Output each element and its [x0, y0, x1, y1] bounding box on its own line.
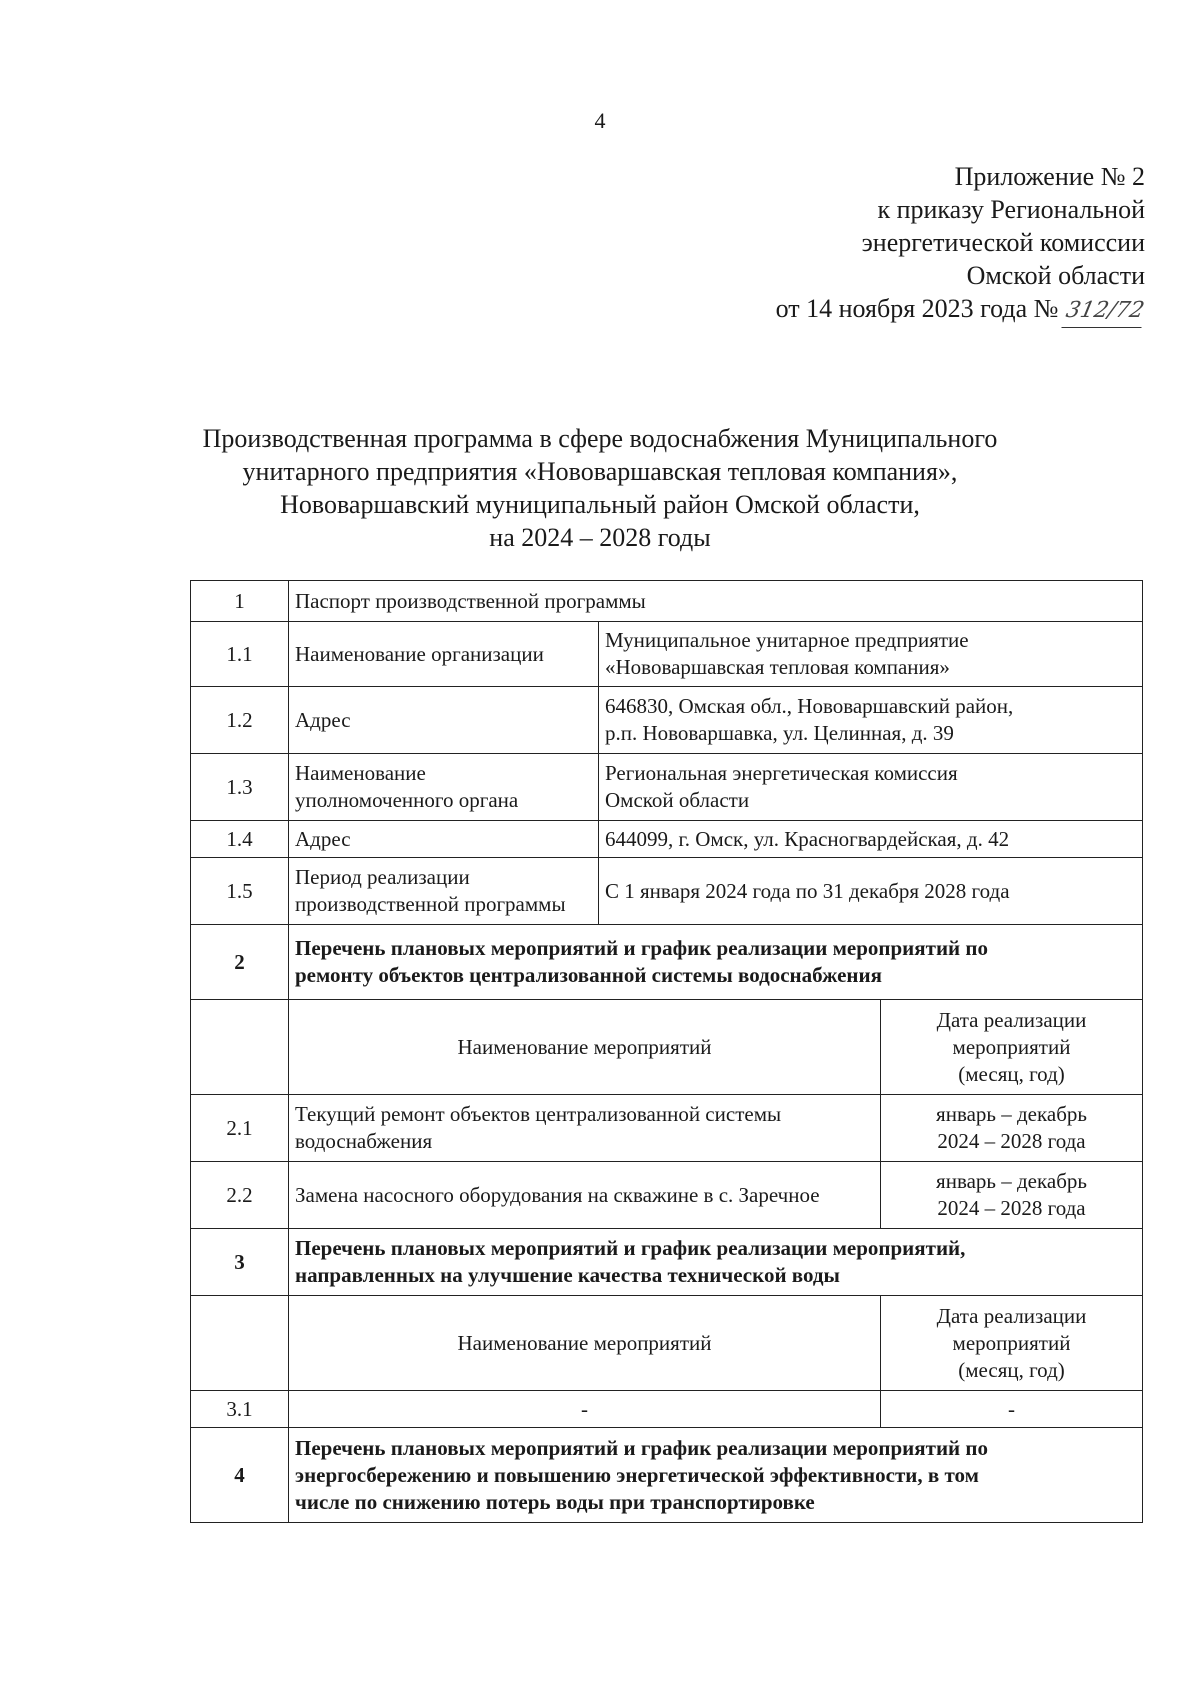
- row-label-line: производственной программы: [295, 892, 566, 916]
- column-header-line: мероприятий: [952, 1330, 1071, 1355]
- appendix-title: Приложение № 2: [954, 162, 1145, 191]
- measure-name: Замена насосного оборудования на скважине в с. Заречное: [289, 1162, 881, 1229]
- row-value: С 1 января 2024 года по 31 декабря 2028 года: [599, 858, 1143, 925]
- row-value-line: Омской области: [605, 788, 750, 812]
- empty-cell: [191, 1000, 289, 1095]
- row-label: [289, 754, 599, 821]
- row-label-line: уполномоченного органа: [295, 788, 519, 812]
- section-title-line: числе по снижению потерь воды при транспортировке: [295, 1489, 815, 1514]
- measure-name: -: [289, 1391, 881, 1428]
- column-header-name: Наименование мероприятий: [289, 1296, 881, 1391]
- row-number: 1.3: [191, 754, 289, 821]
- table-row: [191, 1162, 1143, 1229]
- measure-date-line: январь – декабрь: [936, 1102, 1087, 1126]
- row-label: Наименование организации: [289, 622, 599, 687]
- row-value: [599, 622, 1143, 687]
- row-label: Адрес: [289, 821, 599, 858]
- section-title-line: энергосбережению и повышению энергетической эффективности, в том: [295, 1462, 979, 1487]
- table-row: [191, 821, 1143, 858]
- row-label-line: Наименование: [295, 761, 426, 785]
- column-header-date: [881, 1296, 1143, 1391]
- appendix-date-line: [776, 292, 1145, 328]
- column-header-line: Дата реализации: [936, 1303, 1087, 1328]
- row-value: [599, 754, 1143, 821]
- appendix-header: [776, 160, 1145, 328]
- row-number: 1.2: [191, 687, 289, 754]
- appendix-region: Омской области: [966, 261, 1145, 290]
- program-table: [190, 580, 1143, 1523]
- row-value-line: Региональная энергетическая комиссия: [605, 761, 958, 785]
- section-title: Паспорт производственной программы: [289, 581, 1143, 622]
- column-header-line: мероприятий: [952, 1034, 1071, 1059]
- title-line-3: Нововаршавский муниципальный район Омской области,: [280, 490, 920, 519]
- table-row: [191, 754, 1143, 821]
- title-line-4: на 2024 – 2028 годы: [489, 523, 711, 552]
- table-header-row: [191, 1296, 1143, 1391]
- title-line-1: Производственная программа в сфере водоснабжения Муниципального: [202, 424, 998, 453]
- column-header-line: (месяц, год): [958, 1061, 1065, 1086]
- measure-date: [881, 1162, 1143, 1229]
- section-number: 4: [191, 1428, 289, 1523]
- measure-date-line: 2024 – 2028 года: [937, 1196, 1086, 1220]
- row-label: Адрес: [289, 687, 599, 754]
- measure-name-line: Текущий ремонт объектов централизованной системы: [295, 1102, 782, 1126]
- row-value-line: Муниципальное унитарное предприятие: [605, 628, 969, 652]
- measure-date: [881, 1095, 1143, 1162]
- measure-date-line: январь – декабрь: [936, 1169, 1087, 1193]
- appendix-order-ref: к приказу Региональной: [877, 195, 1145, 224]
- page-number: 4: [594, 108, 606, 133]
- section-title-line: ремонту объектов централизованной системы водоснабжения: [295, 963, 882, 987]
- column-header-line: (месяц, год): [958, 1357, 1065, 1382]
- title-line-2: унитарного предприятия «Нововаршавская тепловая компания»,: [242, 457, 958, 486]
- table-row: [191, 581, 1143, 622]
- table-row: [191, 1095, 1143, 1162]
- section-number: 3: [191, 1229, 289, 1296]
- row-number: 2.1: [191, 1095, 289, 1162]
- row-value-line: р.п. Нововаршавка, ул. Целинная, д. 39: [605, 721, 954, 745]
- table-row: [191, 925, 1143, 1000]
- table-row: [191, 1428, 1143, 1523]
- row-number: 3.1: [191, 1391, 289, 1428]
- row-number: 1.4: [191, 821, 289, 858]
- row-value-line: 646830, Омская обл., Нововаршавский район,: [605, 694, 1014, 718]
- appendix-commission: энергетической комиссии: [861, 228, 1145, 257]
- section-title-line: направленных на улучшение качества технической воды: [295, 1263, 840, 1287]
- section-title-line: Перечень плановых мероприятий и график реализации мероприятий,: [295, 1236, 966, 1260]
- row-number: 2.2: [191, 1162, 289, 1229]
- order-date: от 14 ноября 2023 года №: [775, 294, 1059, 323]
- table-row: [191, 858, 1143, 925]
- measure-date: -: [881, 1391, 1143, 1428]
- table-row: [191, 622, 1143, 687]
- row-label-line: Период реализации: [295, 865, 470, 889]
- measure-date-line: 2024 – 2028 года: [937, 1129, 1086, 1153]
- row-number: 1.1: [191, 622, 289, 687]
- row-number: 1: [191, 581, 289, 622]
- column-header-date: [881, 1000, 1143, 1095]
- empty-cell: [191, 1296, 289, 1391]
- row-value-line: «Нововаршавская тепловая компания»: [605, 655, 950, 679]
- column-header-name: Наименование мероприятий: [289, 1000, 881, 1095]
- section-title: [289, 1428, 1143, 1523]
- section-title: [289, 1229, 1143, 1296]
- row-number: 1.5: [191, 858, 289, 925]
- row-value: [599, 687, 1143, 754]
- handwritten-order-number: 312/72: [1061, 294, 1148, 328]
- table-row: [191, 1391, 1143, 1428]
- measure-name-line: водоснабжения: [295, 1129, 433, 1153]
- section-title: [289, 925, 1143, 1000]
- row-value: 644099, г. Омск, ул. Красногвардейская, д. 42: [599, 821, 1143, 858]
- section-title-line: Перечень плановых мероприятий и график реализации мероприятий по: [295, 936, 989, 960]
- measure-name: [289, 1095, 881, 1162]
- document-title: [0, 422, 1200, 554]
- table-row: [191, 1229, 1143, 1296]
- table-row: [191, 687, 1143, 754]
- column-header-line: Дата реализации: [936, 1007, 1087, 1032]
- table-header-row: [191, 1000, 1143, 1095]
- row-label: [289, 858, 599, 925]
- section-number: 2: [191, 925, 289, 1000]
- section-title-line: Перечень плановых мероприятий и график реализации мероприятий по: [295, 1435, 989, 1460]
